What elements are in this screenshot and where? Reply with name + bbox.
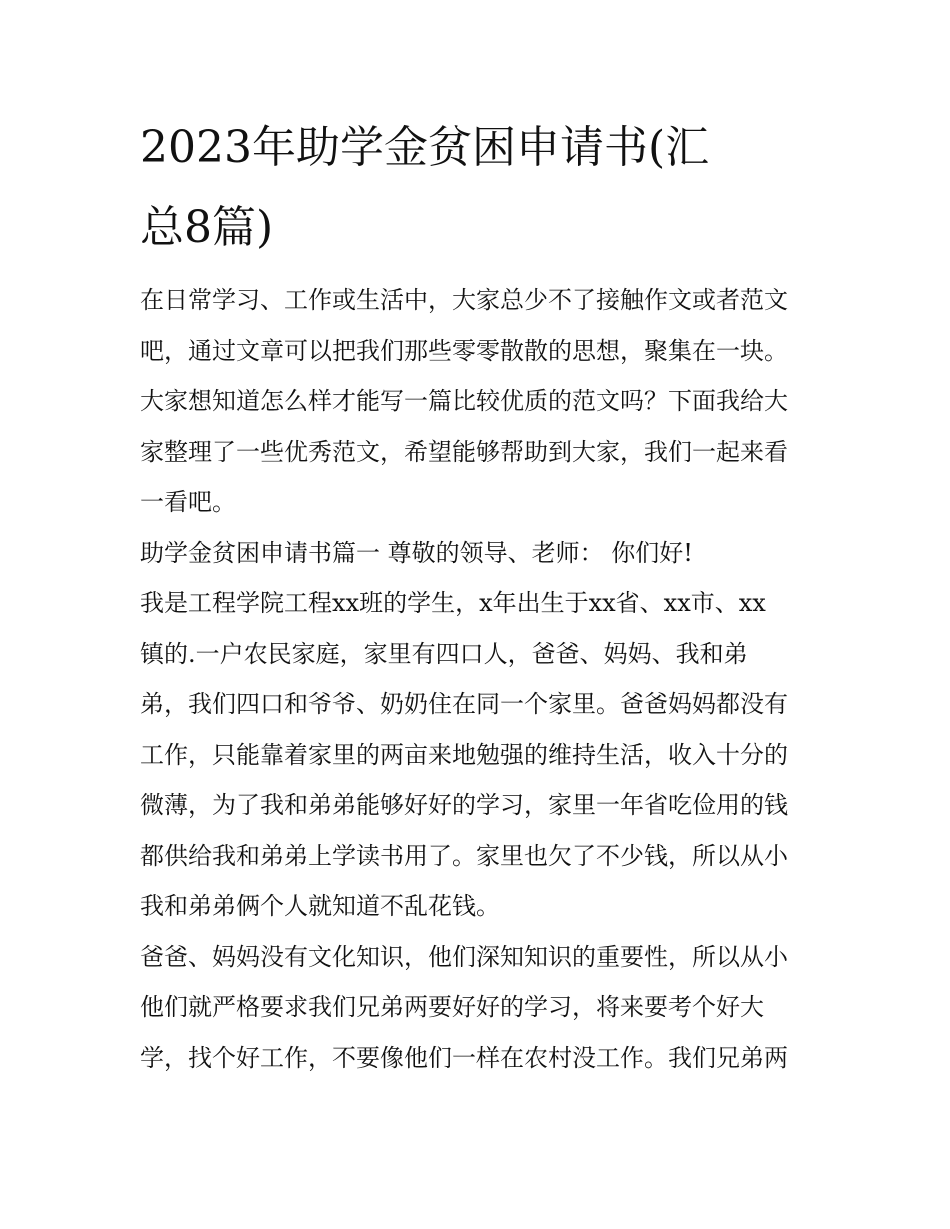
body-line: 弟，我们四口和爷爷、奶奶住在同一个家里。爸爸妈妈都没有 bbox=[140, 690, 788, 718]
document-body bbox=[140, 275, 820, 1083]
body-line: 我是工程学院工程xx班的学生，x年出生于xx省、xx市、xx bbox=[140, 589, 766, 617]
body-line: 一看吧。 bbox=[140, 488, 236, 516]
body-line: 微薄，为了我和弟弟能够好好的学习，家里一年省吃俭用的钱 bbox=[140, 791, 788, 819]
document-title bbox=[140, 108, 820, 268]
body-line: 学，找个好工作，不要像他们一样在农村没工作。我们兄弟两 bbox=[140, 1043, 788, 1072]
body-line: 都供给我和弟弟上学读书用了。家里也欠了不少钱，所以从小 bbox=[140, 841, 788, 870]
body-line: 他们就严格要求我们兄弟两要好好的学习，将来要考个好大 bbox=[140, 993, 764, 1021]
body-line: 大家想知道怎么样才能写一篇比较优质的范文吗？下面我给大 bbox=[140, 387, 788, 415]
body-line: 助学金贫困申请书篇一 尊敬的领导、老师： 你们好! bbox=[140, 538, 693, 567]
title-line-2: 总8篇) bbox=[140, 202, 274, 253]
body-line: 家整理了一些优秀范文，希望能够帮助到大家，我们一起来看 bbox=[140, 437, 788, 466]
body-line: 工作，只能靠着家里的两亩来地勉强的维持生活，收入十分的 bbox=[140, 740, 788, 769]
body-line: 吧，通过文章可以把我们那些零零散散的思想，聚集在一块。 bbox=[140, 336, 788, 365]
body-line: 我和弟弟俩个人就知道不乱花钱。 bbox=[140, 892, 500, 920]
body-line: 爸爸、妈妈没有文化知识，他们深知知识的重要性，所以从小 bbox=[140, 942, 788, 971]
body-line: 在日常学习、工作或生活中，大家总少不了接触作文或者范文 bbox=[140, 286, 788, 314]
title-line-1: 2023年助学金贫困申请书(汇 bbox=[140, 122, 710, 173]
body-line: 镇的.一户农民家庭，家里有四口人，爸爸、妈妈、我和弟 bbox=[140, 639, 748, 668]
